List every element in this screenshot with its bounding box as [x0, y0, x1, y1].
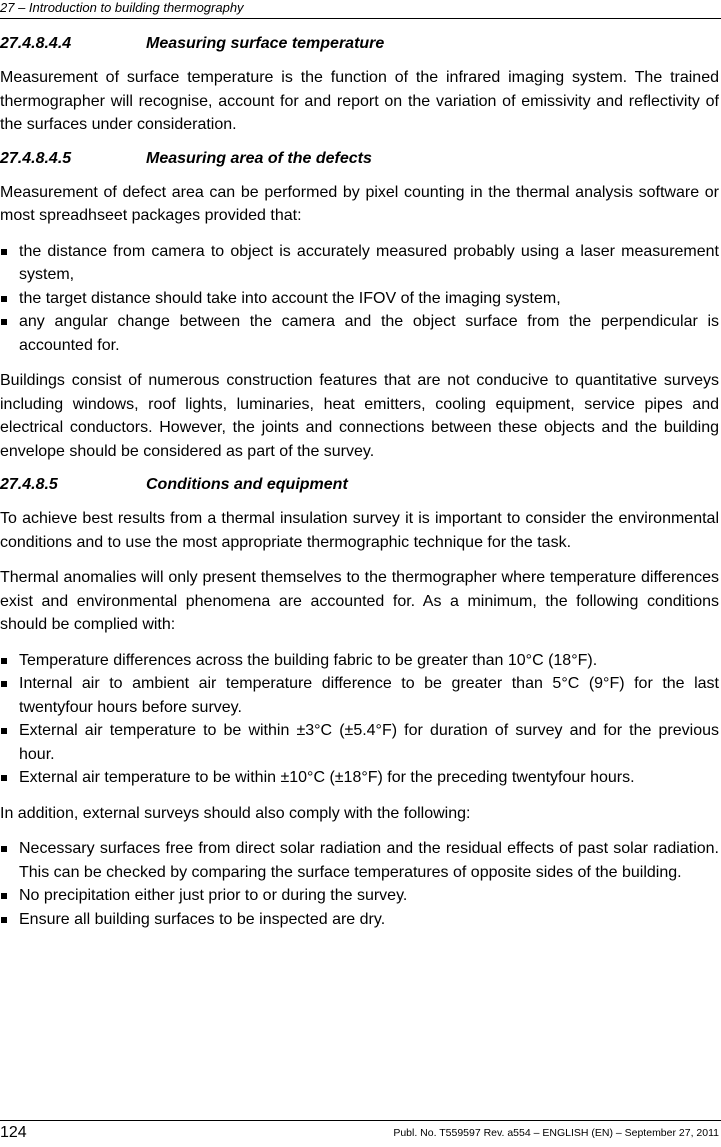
- bullet-text: Internal air to ambient air temperature difference to be greater than 5°C (9°F) for the last twentyfour hours before survey.: [19, 675, 719, 716]
- bullet-item: [0, 287, 719, 311]
- bullet-item: [0, 310, 719, 357]
- bullet-text: any angular change between the camera and the object surface from the perpendicular is accounted for.: [19, 313, 719, 354]
- bullet-item: [0, 766, 719, 790]
- bullet-item: [0, 719, 719, 766]
- bullet-item: [0, 884, 719, 908]
- page-number: 124: [0, 1124, 27, 1141]
- section-title: Measuring surface temperature: [146, 35, 385, 52]
- bullet-text: External air temperature to be within ±10°C (±18°F) for the preceding twentyfour hours.: [19, 769, 635, 786]
- page-footer: [0, 1120, 721, 1147]
- square-bullet-icon: [1, 775, 7, 781]
- page-content: [0, 34, 719, 943]
- square-bullet-icon: [1, 681, 7, 687]
- bullet-text: External air temperature to be within ±3°C (±5.4°F) for duration of survey and for the previous hour.: [19, 722, 719, 763]
- running-head: 27 – Introduction to building thermography: [0, 0, 721, 19]
- square-bullet-icon: [1, 658, 7, 664]
- bullet-list: [0, 837, 719, 931]
- bullet-item: [0, 240, 719, 287]
- bullet-list: [0, 240, 719, 358]
- bullet-text: the distance from camera to object is accurately measured probably using a laser measurement system,: [19, 242, 719, 283]
- publication-info: Publ. No. T559597 Rev. a554 – ENGLISH (EN) – September 27, 2011: [393, 1127, 719, 1139]
- bullet-text: Temperature differences across the building fabric to be greater than 10°C (18°F).: [19, 651, 598, 669]
- bullet-text: the target distance should take into account the IFOV of the imaging system,: [19, 289, 561, 307]
- bullet-item: [0, 672, 719, 719]
- body-paragraph: Buildings consist of numerous construction features that are not conducive to quantitative surveys including windows, roof lights, luminaries, heat emitters, cooling equipment, service pipes and electrical conductors. However, the joints and connections between these objects and the building envelope should be considered as part of the survey.: [0, 372, 719, 460]
- square-bullet-icon: [1, 728, 7, 734]
- section-title: Measuring area of the defects: [146, 149, 372, 167]
- section-title: Conditions and equipment: [146, 476, 348, 493]
- body-paragraph: Measurement of defect area can be performed by pixel counting in the thermal analysis software or most spreadhseet packages provided that:: [0, 183, 719, 224]
- square-bullet-icon: [1, 319, 7, 325]
- bullet-item: [0, 908, 719, 932]
- square-bullet-icon: [1, 917, 7, 923]
- body-paragraph: To achieve best results from a thermal insulation survey it is important to consider the environmental conditions and to use the most appropriate thermographic technique for the task.: [0, 510, 719, 551]
- square-bullet-icon: [1, 846, 7, 852]
- bullet-item: [0, 649, 719, 673]
- body-paragraph: Thermal anomalies will only present themselves to the thermographer where temperature differences exist and environmental phenomena are accounted for. As a minimum, the following conditions should be complied with:: [0, 569, 719, 633]
- section-number: 27.4.8.4.5: [0, 149, 72, 167]
- bullet-list: [0, 649, 719, 790]
- square-bullet-icon: [1, 296, 7, 302]
- section-number: 27.4.8.4.4: [0, 35, 72, 52]
- body-paragraph: Measurement of surface temperature is the function of the infrared imaging system. The trained thermographer will recognise, account for and report on the variation of emissivity and reflectivity of the surfaces under consideration.: [0, 69, 719, 133]
- section-number: 27.4.8.5: [0, 476, 58, 493]
- section-heading: [0, 149, 719, 169]
- bullet-text: No precipitation either just prior to or during the survey.: [19, 887, 408, 904]
- section-heading: [0, 475, 719, 495]
- bullet-item: [0, 837, 719, 884]
- section-heading: [0, 34, 719, 54]
- bullet-text: Ensure all building surfaces to be inspected are dry.: [19, 910, 386, 928]
- bullet-text: Necessary surfaces free from direct solar radiation and the residual effects of past solar radiation. This can be checked by comparing the surface temperatures of opposite sides of the building.: [19, 840, 719, 881]
- square-bullet-icon: [1, 893, 7, 899]
- body-paragraph: In addition, external surveys should also comply with the following:: [0, 804, 471, 822]
- square-bullet-icon: [1, 249, 7, 255]
